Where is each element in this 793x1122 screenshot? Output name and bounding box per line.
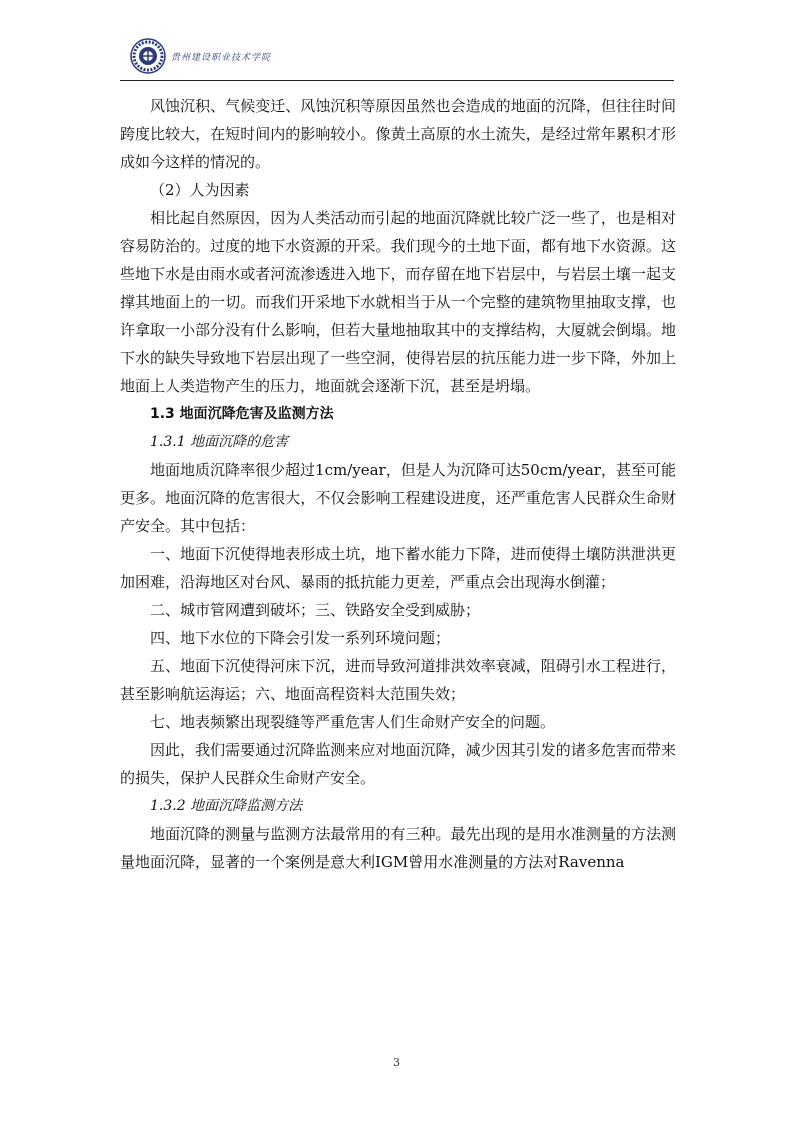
body-paragraph: 相比起自然原因，因为人类活动而引起的地面沉降就比较广泛一些了，也是相对容易防治的。过度的地下水资源的开采。我们现今的土地下面，都有地下水资源。这些地下水是由雨水或者河流渗透进入地下，而存留在地下岩层中，与岩层土壤一起支撑其地面上的一切。而我们开采地下水就相当于从一个完整的建筑物里抽取支撑，也许拿取一小部分没有什么影响，但若大量地抽取其中的支撑结构，大厦就会倒塌。地下水的缺失导致地下岩层出现了一些空洞，使得岩层的抗压能力进一步下降，外加上地面上人类造物产生的压力，地面就会逐渐下沉，甚至是坍塌。: [120, 209, 676, 395]
document-body: [120, 92, 676, 876]
body-paragraph: 五、地面下沉使得河床下沉，进而导致河道排洪效率衰减，阻碍引水工程进行，甚至影响航运海运；六、地面高程资料大范围失效；: [120, 657, 676, 703]
section-heading: 1.3 地面沉降危害及监测方法: [150, 406, 334, 422]
body-paragraph: 风蚀沉积、气候变迁、风蚀沉积等原因虽然也会造成的地面的沉降，但往往时间跨度比较大，在短时间内的影响较小。像黄土高原的水土流失，是经过常年累积才形成如今这样的情况的。: [120, 97, 676, 171]
body-paragraph: 四、地下水位的下降会引发一系列环境问题；: [150, 629, 451, 647]
body-paragraph: 地面地质沉降率很少超过1cm/year，但是人为沉降可达50cm/year，甚至可能更多。地面沉降的危害很大，不仅会影响工程建设进度，还严重危害人民群众生命财产安全。其中包括：: [120, 461, 676, 535]
body-paragraph: 七、地表频繁出现裂缝等严重危害人们生命财产安全的问题。: [150, 713, 556, 731]
page-number: 3: [393, 1056, 400, 1069]
body-paragraph: 因此，我们需要通过沉降监测来应对地面沉降，减少因其引发的诸多危害而带来的损失，保护人民群众生命财产安全。: [120, 741, 676, 787]
body-paragraph: （2）人为因素: [150, 181, 250, 199]
body-paragraph: 二、城市管网遭到破坏；三、铁路安全受到威胁；: [150, 601, 481, 619]
subsection-heading: 1.3.2 地面沉降监测方法: [150, 798, 303, 814]
subsection-heading: 1.3.1 地面沉降的危害: [150, 434, 289, 450]
college-logo-icon: [130, 38, 166, 74]
college-name-logo: 贵州建设职业技术学院: [171, 53, 272, 63]
body-paragraph: 一、地面下沉使得地表形成土坑，地下蓄水能力下降，进而使得土壤防洪泄洪更加困难，沿海地区对台风、暴雨的抵抗能力更差，严重点会出现海水倒灌；: [120, 545, 676, 591]
page-header: [120, 36, 674, 81]
body-paragraph: 地面沉降的测量与监测方法最常用的有三种。最先出现的是用水准测量的方法测量地面沉降，显著的一个案例是意大利IGM曾用水准测量的方法对Ravenna: [120, 825, 676, 871]
